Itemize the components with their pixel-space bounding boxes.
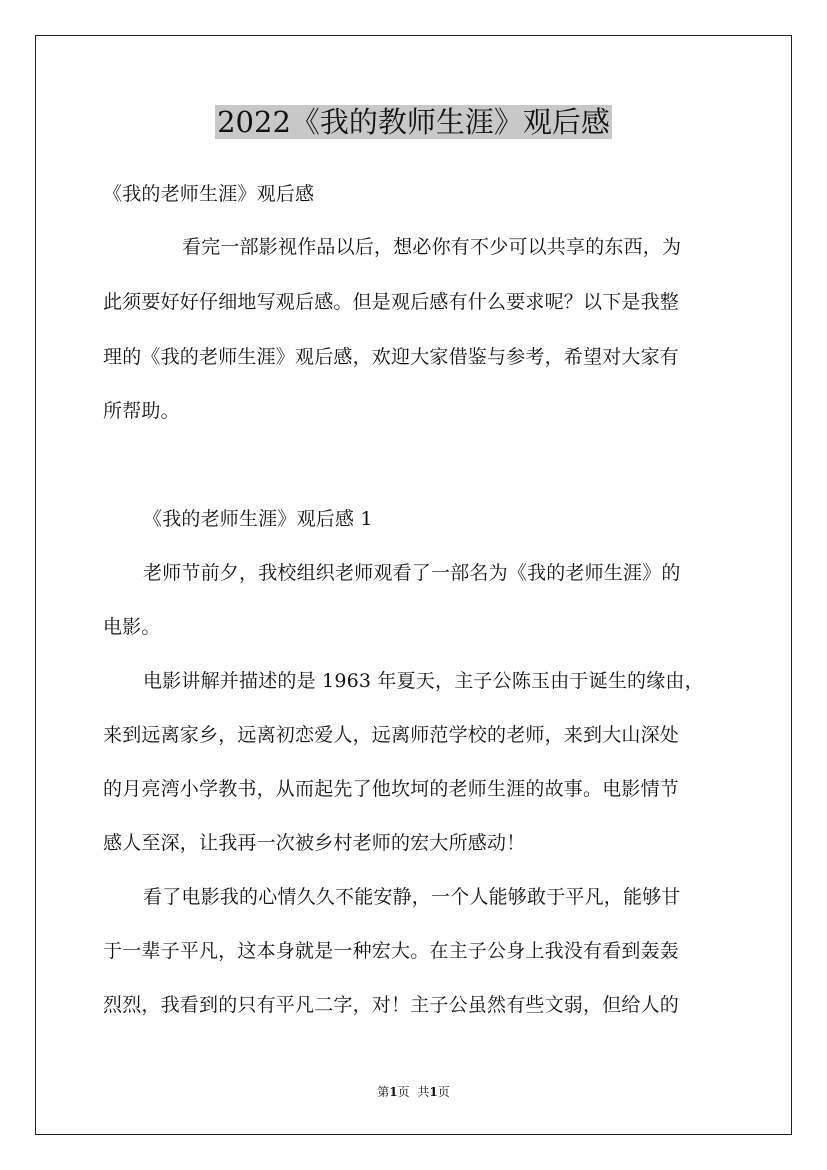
section-heading: 《我的老师生涯》观后感 1 — [143, 508, 373, 530]
page-number-current: 1 — [389, 1085, 398, 1099]
page-total-prefix: 共 — [417, 1085, 430, 1099]
paragraph-line: 烈烈，我看到的只有平凡二字，对！主子公虽然有些文弱，但给人的 — [103, 994, 680, 1016]
intro-line: 所帮助。 — [103, 400, 180, 422]
paragraph-line: 电影讲解并描述的是 1963 年夏天，主子公陈玉由于诞生的缘由， — [143, 670, 704, 692]
page-number-suffix: 页 — [397, 1085, 410, 1099]
page-number-prefix: 第 — [377, 1085, 390, 1099]
paragraph-line: 电影。 — [103, 616, 161, 638]
page-footer — [0, 1083, 827, 1101]
document-title-text: 2022《我的教师生涯》观后感 — [217, 105, 610, 139]
page-total-suffix: 页 — [437, 1085, 450, 1099]
intro-line: 理的《我的老师生涯》观后感，欢迎大家借鉴与参考，希望对大家有 — [103, 346, 680, 368]
intro-line: 看完一部影视作品以后，想必你有不少可以共享的东西，为 — [182, 236, 682, 258]
intro-line: 此须要好好仔细地写观后感。但是观后感有什么要求呢？以下是我整 — [103, 291, 680, 313]
paragraph-line: 老师节前夕，我校组织老师观看了一部名为《我的老师生涯》的 — [143, 562, 681, 584]
paragraph-line: 的月亮湾小学教书，从而起先了他坎坷的老师生涯的故事。电影情节 — [103, 778, 680, 800]
document-title — [0, 100, 827, 144]
paragraph-line: 来到远离家乡，远离初恋爱人，远离师范学校的老师，来到大山深处 — [103, 724, 680, 746]
paragraph-line: 于一辈子平凡，这本身就是一种宏大。在主子公身上我没有看到轰轰 — [103, 940, 680, 962]
paragraph-line: 看了电影我的心情久久不能安静，一个人能够敢于平凡，能够甘 — [143, 886, 681, 908]
document-subtitle: 《我的老师生涯》观后感 — [103, 183, 315, 205]
paragraph-line: 感人至深，让我再一次被乡村老师的宏大所感动！ — [103, 832, 526, 854]
page-total-number: 1 — [429, 1085, 438, 1099]
